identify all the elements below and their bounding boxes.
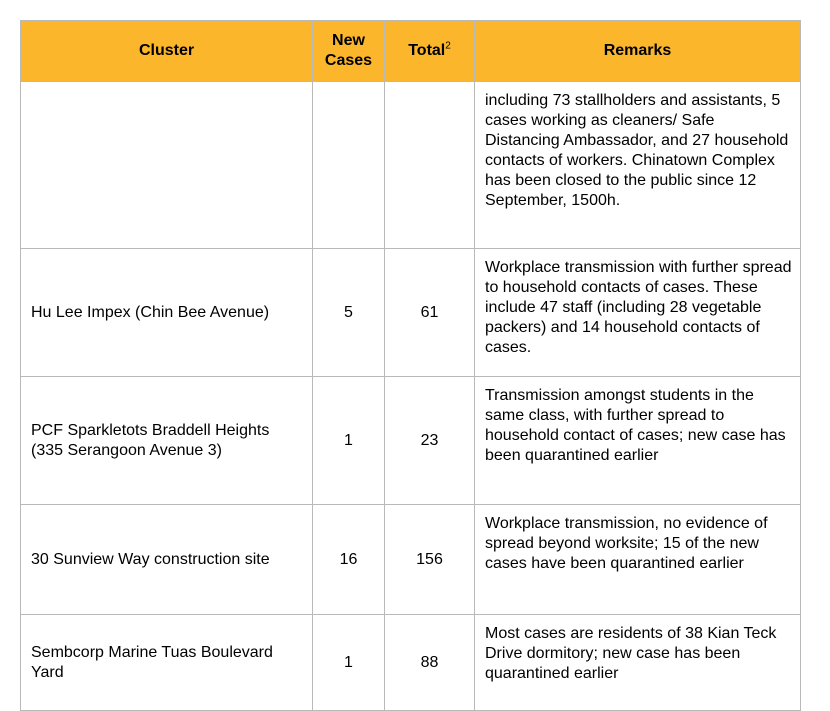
total-cell [385,82,475,249]
cluster-cell: PCF Sparkletots Braddell Heights (335 Serangoon Avenue 3) [21,377,313,505]
header-remarks: Remarks [475,21,801,82]
header-row [21,21,801,82]
header-total: Total$^2$ [385,21,475,82]
clusters-table-container [20,20,800,711]
remarks-cell: Workplace transmission, no evidence of spread beyond worksite; 15 of the new cases have been quarantined earlier [475,505,801,615]
new-cases-cell [313,82,385,249]
table-row [21,82,801,249]
remarks-cell: Workplace transmission with further spread to household contacts of cases. These include 47 staff (including 28 vegetable packers) and 14 household contacts of cases. [475,249,801,377]
total-cell: 61 [385,249,475,377]
table-header [21,21,801,82]
total-cell: 88 [385,615,475,711]
header-new-cases: New Cases [313,21,385,82]
total-cell: 23 [385,377,475,505]
remarks-cell: including 73 stallholders and assistants, 5 cases working as cleaners/ Safe Distancing Ambassador, and 27 household contacts of workers. Chinatown Complex has been closed to the public since 12 September, 1500h. [475,82,801,249]
cluster-cell: Hu Lee Impex (Chin Bee Avenue) [21,249,313,377]
new-cases-cell: 1 [313,615,385,711]
remarks-cell: Most cases are residents of 38 Kian Teck Drive dormitory; new case has been quarantined earlier [475,615,801,711]
new-cases-cell: 16 [313,505,385,615]
new-cases-cell: 1 [313,377,385,505]
new-cases-cell: 5 [313,249,385,377]
header-cluster: Cluster [21,21,313,82]
cluster-cell: Sembcorp Marine Tuas Boulevard Yard [21,615,313,711]
table-row [21,615,801,711]
total-footnote-marker: 2 [445,40,451,52]
remarks-cell: Transmission amongst students in the same class, with further spread to household contact of cases; new case has been quarantined earlier [475,377,801,505]
cluster-cell [21,82,313,249]
total-cell: 156 [385,505,475,615]
table-row [21,249,801,377]
cluster-cell: 30 Sunview Way construction site [21,505,313,615]
clusters-table [20,20,801,711]
table-row [21,505,801,615]
table-row [21,377,801,505]
table-body [21,82,801,711]
